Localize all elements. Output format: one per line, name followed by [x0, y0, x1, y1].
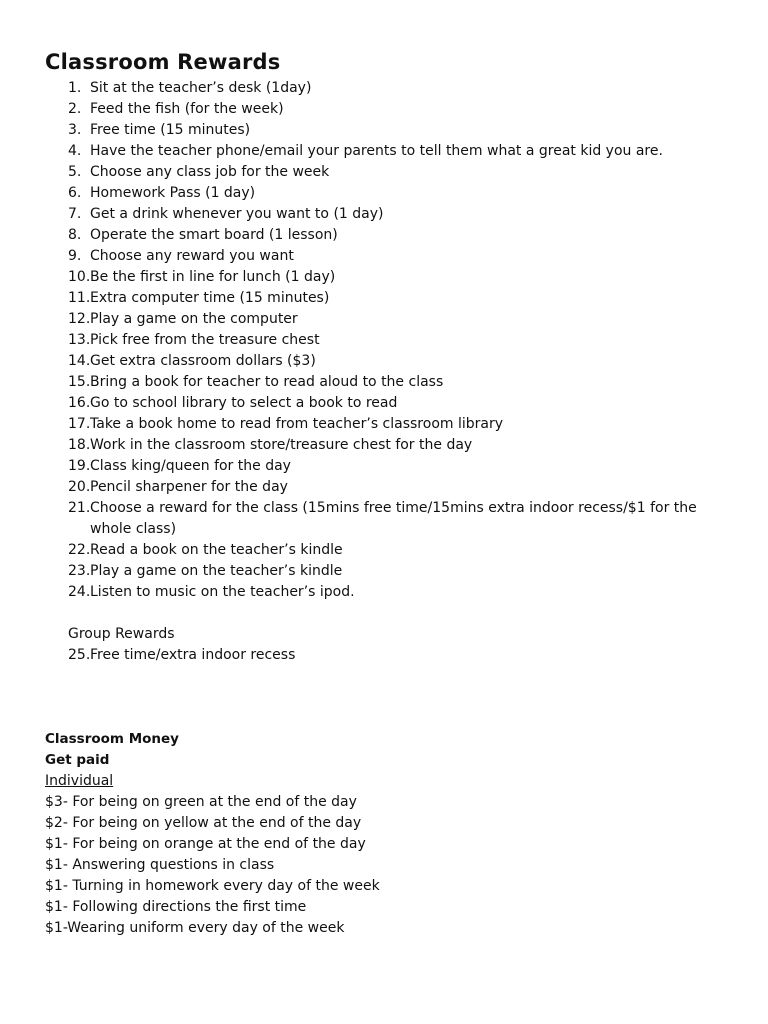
item-number: 1.: [68, 80, 82, 96]
list-item: [0, 330, 768, 351]
item-number: 10.: [68, 269, 91, 285]
group-rewards-heading: Group Rewards: [68, 626, 175, 642]
item-text: Be the first in line for lunch (1 day): [90, 269, 336, 285]
item-text: Get a drink whenever you want to (1 day): [90, 206, 384, 222]
item-number: 14.: [68, 353, 91, 369]
item-number: 15.: [68, 374, 91, 390]
item-number: 6.: [68, 185, 82, 201]
item-text: Homework Pass (1 day): [90, 185, 256, 201]
list-item: [0, 267, 768, 288]
list-item: [0, 351, 768, 372]
item-text: Free time/extra indoor recess: [90, 647, 296, 663]
item-number: 13.: [68, 332, 91, 348]
list-item: [0, 435, 768, 456]
item-text: Operate the smart board (1 lesson): [90, 227, 338, 243]
item-number: 19.: [68, 458, 91, 474]
rewards-list: [0, 78, 768, 603]
money-item: $1- Following directions the first time: [45, 899, 307, 915]
money-item: $2- For being on yellow at the end of the day: [45, 815, 362, 831]
money-item: $1- For being on orange at the end of the day: [45, 836, 366, 852]
item-number: 17.: [68, 416, 91, 432]
item-number: 23.: [68, 563, 91, 579]
list-item: [0, 372, 768, 393]
list-item: [0, 246, 768, 267]
item-text: Choose a reward for the class (15mins free time/15mins extra indoor recess/$1 for the whole class): [90, 500, 697, 537]
item-text: Class king/queen for the day: [90, 458, 291, 474]
list-item: [0, 582, 768, 603]
item-text: Get extra classroom dollars ($3): [90, 353, 316, 369]
list-item: [0, 414, 768, 435]
item-number: 25.: [68, 647, 91, 663]
item-number: 16.: [68, 395, 91, 411]
item-number: 21.: [68, 500, 91, 516]
item-number: 24.: [68, 584, 91, 600]
get-paid-heading: Get paid: [45, 752, 110, 768]
money-item: $1-Wearing uniform every day of the week: [45, 920, 345, 936]
list-item: [0, 288, 768, 309]
list-item: [0, 99, 768, 120]
item-number: 7.: [68, 206, 82, 222]
list-item: [0, 120, 768, 141]
item-number: 2.: [68, 101, 82, 117]
item-text: Play a game on the computer: [90, 311, 298, 327]
item-number: 4.: [68, 143, 82, 159]
item-text: Have the teacher phone/email your parents to tell them what a great kid you are.: [90, 143, 663, 159]
item-number: 22.: [68, 542, 91, 558]
list-item: [0, 204, 768, 225]
item-text: Work in the classroom store/treasure chest for the day: [90, 437, 473, 453]
list-item: [0, 141, 768, 162]
individual-heading: Individual: [45, 773, 114, 789]
item-text: Feed the fish (for the week): [90, 101, 284, 117]
item-text: Pick free from the treasure chest: [90, 332, 320, 348]
list-item: [0, 162, 768, 183]
money-item: $3- For being on green at the end of the day: [45, 794, 357, 810]
item-text: Extra computer time (15 minutes): [90, 290, 330, 306]
item-text: Free time (15 minutes): [90, 122, 251, 138]
item-text: Choose any reward you want: [90, 248, 294, 264]
item-text: Pencil sharpener for the day: [90, 479, 288, 495]
page-title: Classroom Rewards: [45, 50, 281, 74]
item-number: 3.: [68, 122, 82, 138]
item-number: 11.: [68, 290, 91, 306]
list-item: [0, 309, 768, 330]
item-text: Go to school library to select a book to read: [90, 395, 398, 411]
group-reward-item: [0, 645, 768, 666]
item-number: 18.: [68, 437, 91, 453]
list-item: [0, 456, 768, 477]
item-text: Read a book on the teacher’s kindle: [90, 542, 343, 558]
list-item: [0, 393, 768, 414]
item-number: 9.: [68, 248, 82, 264]
item-text: Take a book home to read from teacher’s classroom library: [90, 416, 504, 432]
money-item: $1- Answering questions in class: [45, 857, 275, 873]
classroom-money-heading: Classroom Money: [45, 731, 179, 747]
item-text: Play a game on the teacher’s kindle: [90, 563, 343, 579]
list-item: [0, 225, 768, 246]
item-number: 5.: [68, 164, 82, 180]
list-item: [0, 183, 768, 204]
item-text: Choose any class job for the week: [90, 164, 330, 180]
money-item: $1- Turning in homework every day of the week: [45, 878, 380, 894]
item-number: 12.: [68, 311, 91, 327]
item-text: Sit at the teacher’s desk (1day): [90, 80, 312, 96]
item-number: 20.: [68, 479, 91, 495]
item-text: Listen to music on the teacher’s ipod.: [90, 584, 355, 600]
item-number: 8.: [68, 227, 82, 243]
item-text: Bring a book for teacher to read aloud to the class: [90, 374, 444, 390]
list-item: [0, 477, 768, 498]
list-item: [0, 498, 768, 540]
list-item: [0, 78, 768, 99]
list-item: [0, 540, 768, 561]
list-item: [0, 561, 768, 582]
